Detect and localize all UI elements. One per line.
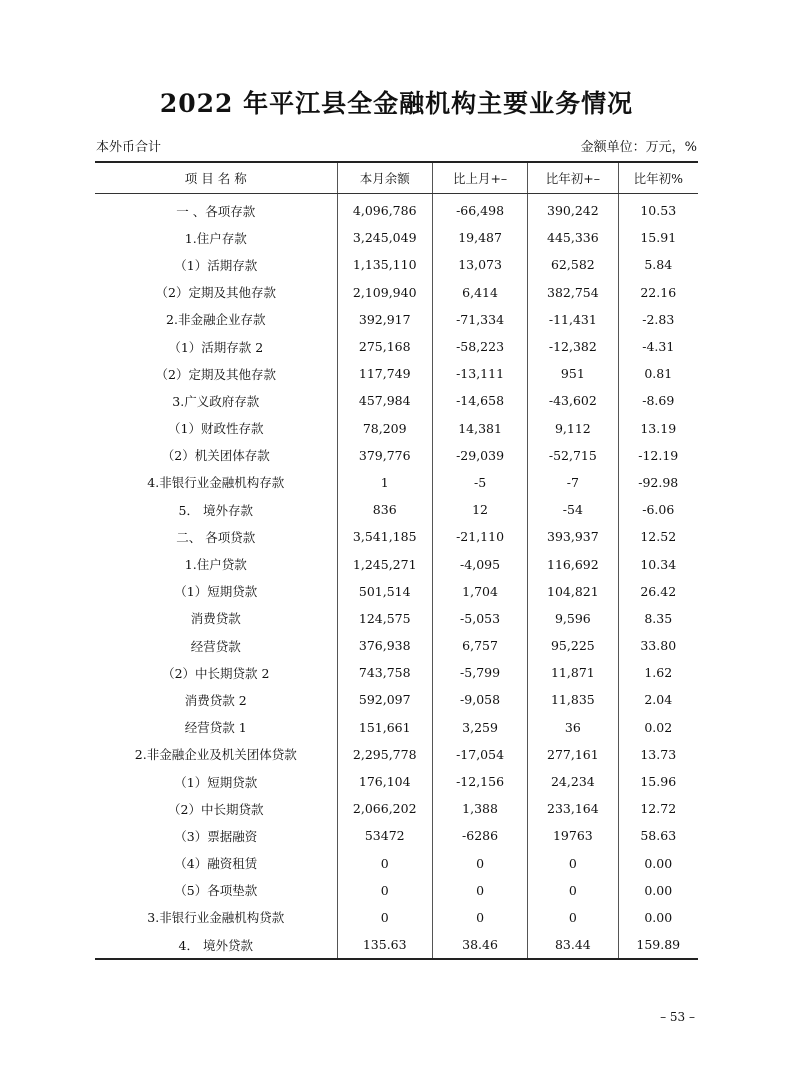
- balance-cell: 4,096,786: [337, 194, 432, 225]
- item-name-cell: 消费贷款 2: [184, 692, 247, 708]
- table-row: [95, 306, 698, 333]
- mom-change-cell: -5: [432, 469, 527, 496]
- mom-change-cell: 6,757: [432, 632, 527, 659]
- mom-change-cell: 6,414: [432, 279, 527, 306]
- mom-change-cell: -9,058: [432, 686, 527, 713]
- table-row: [95, 442, 698, 469]
- mom-change-cell: -14,658: [432, 387, 527, 414]
- balance-cell: 457,984: [337, 387, 432, 414]
- item-name-cell: （1）财政性存款: [168, 421, 264, 437]
- column-header-ytd: 比年初+–: [528, 162, 618, 194]
- ytd-change-cell: 277,161: [528, 741, 618, 768]
- ytd-change-cell: 382,754: [528, 279, 618, 306]
- page-title: 2022 年平江县全金融机构主要业务情况: [159, 89, 634, 118]
- balance-cell: 2,066,202: [337, 795, 432, 822]
- item-name-cell: 4.非银行业金融机构存款: [147, 475, 285, 491]
- balance-cell: 3,245,049: [337, 224, 432, 251]
- table-row: [95, 333, 698, 360]
- item-name-cell: （2）中长期贷款 2: [162, 665, 270, 681]
- ytd-change-cell: -52,715: [528, 442, 618, 469]
- ytd-change-cell: 83.44: [528, 931, 618, 959]
- ytd-change-cell: -7: [528, 469, 618, 496]
- table-row: [95, 686, 698, 713]
- ytd-change-cell: -54: [528, 496, 618, 523]
- balance-cell: 53472: [337, 822, 432, 849]
- ytd-pct-cell: 13.73: [618, 741, 698, 768]
- balance-cell: 151,661: [337, 714, 432, 741]
- table-row: [95, 877, 698, 904]
- item-name-cell: （3）票据融资: [174, 828, 258, 844]
- currency-scope-label: 本外币合计: [96, 140, 162, 155]
- mom-change-cell: -71,334: [432, 306, 527, 333]
- financial-table: [95, 161, 698, 960]
- ytd-pct-cell: -92.98: [618, 469, 698, 496]
- ytd-change-cell: 24,234: [528, 768, 618, 795]
- column-header-balance: 本月余额: [337, 162, 432, 194]
- balance-cell: 743,758: [337, 659, 432, 686]
- ytd-pct-cell: 58.63: [618, 822, 698, 849]
- table-row: [95, 605, 698, 632]
- mom-change-cell: 38.46: [432, 931, 527, 959]
- table-row: [95, 904, 698, 931]
- mom-change-cell: -21,110: [432, 523, 527, 550]
- item-name-cell: （5）各项垫款: [174, 883, 258, 899]
- item-name-cell: 一 、各项存款: [176, 203, 256, 219]
- ytd-change-cell: 11,871: [528, 659, 618, 686]
- ytd-change-cell: 116,692: [528, 550, 618, 577]
- mom-change-cell: 19,487: [432, 224, 527, 251]
- mom-change-cell: -5,053: [432, 605, 527, 632]
- balance-cell: 501,514: [337, 578, 432, 605]
- mom-change-cell: -29,039: [432, 442, 527, 469]
- balance-cell: 3,541,185: [337, 523, 432, 550]
- mom-change-cell: -58,223: [432, 333, 527, 360]
- item-name-cell: 2.非金融企业及机关团体贷款: [134, 747, 297, 763]
- table-row: [95, 523, 698, 550]
- item-name-cell: （4）融资租赁: [174, 856, 258, 872]
- balance-cell: 135.63: [337, 931, 432, 959]
- mom-change-cell: 12: [432, 496, 527, 523]
- table-row: [95, 768, 698, 795]
- table-row: [95, 850, 698, 877]
- ytd-change-cell: 19763: [528, 822, 618, 849]
- mom-change-cell: 13,073: [432, 251, 527, 278]
- table-row: [95, 224, 698, 251]
- ytd-pct-cell: -6.06: [618, 496, 698, 523]
- mom-change-cell: 0: [432, 904, 527, 931]
- ytd-pct-cell: 26.42: [618, 578, 698, 605]
- mom-change-cell: 14,381: [432, 415, 527, 442]
- table-row: [95, 822, 698, 849]
- item-name-cell: （1）短期贷款: [174, 774, 258, 790]
- column-header-ytd-pct: 比年初%: [618, 162, 698, 194]
- table-row: [95, 415, 698, 442]
- ytd-change-cell: -43,602: [528, 387, 618, 414]
- ytd-pct-cell: 10.53: [618, 194, 698, 225]
- item-name-cell: 2.非金融企业存款: [166, 312, 266, 328]
- ytd-change-cell: 62,582: [528, 251, 618, 278]
- balance-cell: 275,168: [337, 333, 432, 360]
- mom-change-cell: -12,156: [432, 768, 527, 795]
- table-row: [95, 795, 698, 822]
- ytd-change-cell: 393,937: [528, 523, 618, 550]
- mom-change-cell: 3,259: [432, 714, 527, 741]
- table-row: [95, 550, 698, 577]
- ytd-pct-cell: 0.00: [618, 850, 698, 877]
- table-row: [95, 360, 698, 387]
- table-row: [95, 578, 698, 605]
- ytd-pct-cell: 12.52: [618, 523, 698, 550]
- balance-cell: 176,104: [337, 768, 432, 795]
- ytd-change-cell: 36: [528, 714, 618, 741]
- ytd-change-cell: 951: [528, 360, 618, 387]
- item-name-cell: （2）定期及其他存款: [155, 366, 276, 382]
- item-name-cell: 4． 境外贷款: [178, 937, 253, 953]
- item-name-cell: 1.住户贷款: [184, 557, 247, 573]
- ytd-change-cell: 0: [528, 850, 618, 877]
- balance-cell: 1,135,110: [337, 251, 432, 278]
- table-row: [95, 469, 698, 496]
- table-body: [95, 194, 698, 960]
- table-row: [95, 659, 698, 686]
- column-header-item: 项 目 名 称: [95, 162, 337, 194]
- ytd-pct-cell: -12.19: [618, 442, 698, 469]
- mom-change-cell: -4,095: [432, 550, 527, 577]
- ytd-pct-cell: 15.91: [618, 224, 698, 251]
- mom-change-cell: -17,054: [432, 741, 527, 768]
- item-name-cell: 5． 境外存款: [178, 502, 253, 518]
- balance-cell: 592,097: [337, 686, 432, 713]
- ytd-change-cell: 95,225: [528, 632, 618, 659]
- ytd-pct-cell: 0.00: [618, 877, 698, 904]
- ytd-change-cell: 445,336: [528, 224, 618, 251]
- balance-cell: 1: [337, 469, 432, 496]
- balance-cell: 376,938: [337, 632, 432, 659]
- item-name-cell: 二、 各项贷款: [176, 529, 256, 545]
- item-name-cell: 经营贷款 1: [184, 720, 247, 736]
- item-name-cell: （2）中长期贷款: [168, 801, 264, 817]
- ytd-change-cell: 233,164: [528, 795, 618, 822]
- ytd-pct-cell: 33.80: [618, 632, 698, 659]
- ytd-change-cell: -12,382: [528, 333, 618, 360]
- ytd-pct-cell: -2.83: [618, 306, 698, 333]
- balance-cell: 117,749: [337, 360, 432, 387]
- ytd-pct-cell: 8.35: [618, 605, 698, 632]
- ytd-change-cell: 104,821: [528, 578, 618, 605]
- ytd-pct-cell: 2.04: [618, 686, 698, 713]
- table-row: [95, 741, 698, 768]
- ytd-pct-cell: 13.19: [618, 415, 698, 442]
- balance-cell: 1,245,271: [337, 550, 432, 577]
- ytd-pct-cell: 1.62: [618, 659, 698, 686]
- balance-cell: 78,209: [337, 415, 432, 442]
- table-row: [95, 632, 698, 659]
- item-name-cell: （2）定期及其他存款: [155, 285, 276, 301]
- balance-cell: 836: [337, 496, 432, 523]
- item-name-cell: 3.广义政府存款: [172, 393, 260, 409]
- column-header-mom: 比上月+–: [432, 162, 527, 194]
- table-row: [95, 496, 698, 523]
- ytd-change-cell: -11,431: [528, 306, 618, 333]
- mom-change-cell: -13,111: [432, 360, 527, 387]
- table-row: [95, 194, 698, 225]
- mom-change-cell: -66,498: [432, 194, 527, 225]
- ytd-change-cell: 0: [528, 877, 618, 904]
- ytd-change-cell: 390,242: [528, 194, 618, 225]
- ytd-pct-cell: 15.96: [618, 768, 698, 795]
- item-name-cell: 消费贷款: [190, 611, 241, 627]
- mom-change-cell: 1,704: [432, 578, 527, 605]
- balance-cell: 0: [337, 877, 432, 904]
- item-name-cell: （1）活期存款 2: [168, 339, 264, 355]
- mom-change-cell: 1,388: [432, 795, 527, 822]
- item-name-cell: （1）活期存款: [174, 257, 258, 273]
- ytd-pct-cell: 12.72: [618, 795, 698, 822]
- item-name-cell: （1）短期贷款: [174, 584, 258, 600]
- ytd-change-cell: 9,112: [528, 415, 618, 442]
- ytd-change-cell: 11,835: [528, 686, 618, 713]
- item-name-cell: （2）机关团体存款: [161, 448, 270, 464]
- ytd-pct-cell: 5.84: [618, 251, 698, 278]
- item-name-cell: 经营贷款: [190, 638, 241, 654]
- ytd-pct-cell: 0.00: [618, 904, 698, 931]
- ytd-pct-cell: 0.02: [618, 714, 698, 741]
- ytd-pct-cell: 0.81: [618, 360, 698, 387]
- item-name-cell: 1.住户存款: [184, 230, 247, 246]
- page-number: – 53 –: [660, 1010, 695, 1024]
- ytd-change-cell: 0: [528, 904, 618, 931]
- table-row: [95, 279, 698, 306]
- balance-cell: 379,776: [337, 442, 432, 469]
- unit-label: 金额单位：万元，%: [580, 140, 697, 155]
- balance-cell: 124,575: [337, 605, 432, 632]
- ytd-change-cell: 9,596: [528, 605, 618, 632]
- ytd-pct-cell: -4.31: [618, 333, 698, 360]
- mom-change-cell: -6286: [432, 822, 527, 849]
- item-name-cell: 3.非银行业金融机构贷款: [147, 910, 285, 926]
- table-row: [95, 714, 698, 741]
- balance-cell: 392,917: [337, 306, 432, 333]
- ytd-pct-cell: 22.16: [618, 279, 698, 306]
- balance-cell: 2,295,778: [337, 741, 432, 768]
- table-row: [95, 387, 698, 414]
- table-header-row: [95, 162, 698, 194]
- balance-cell: 0: [337, 850, 432, 877]
- ytd-pct-cell: 159.89: [618, 931, 698, 959]
- balance-cell: 0: [337, 904, 432, 931]
- table-row: [95, 931, 698, 959]
- balance-cell: 2,109,940: [337, 279, 432, 306]
- ytd-pct-cell: -8.69: [618, 387, 698, 414]
- mom-change-cell: -5,799: [432, 659, 527, 686]
- ytd-pct-cell: 10.34: [618, 550, 698, 577]
- table-row: [95, 251, 698, 278]
- mom-change-cell: 0: [432, 850, 527, 877]
- mom-change-cell: 0: [432, 877, 527, 904]
